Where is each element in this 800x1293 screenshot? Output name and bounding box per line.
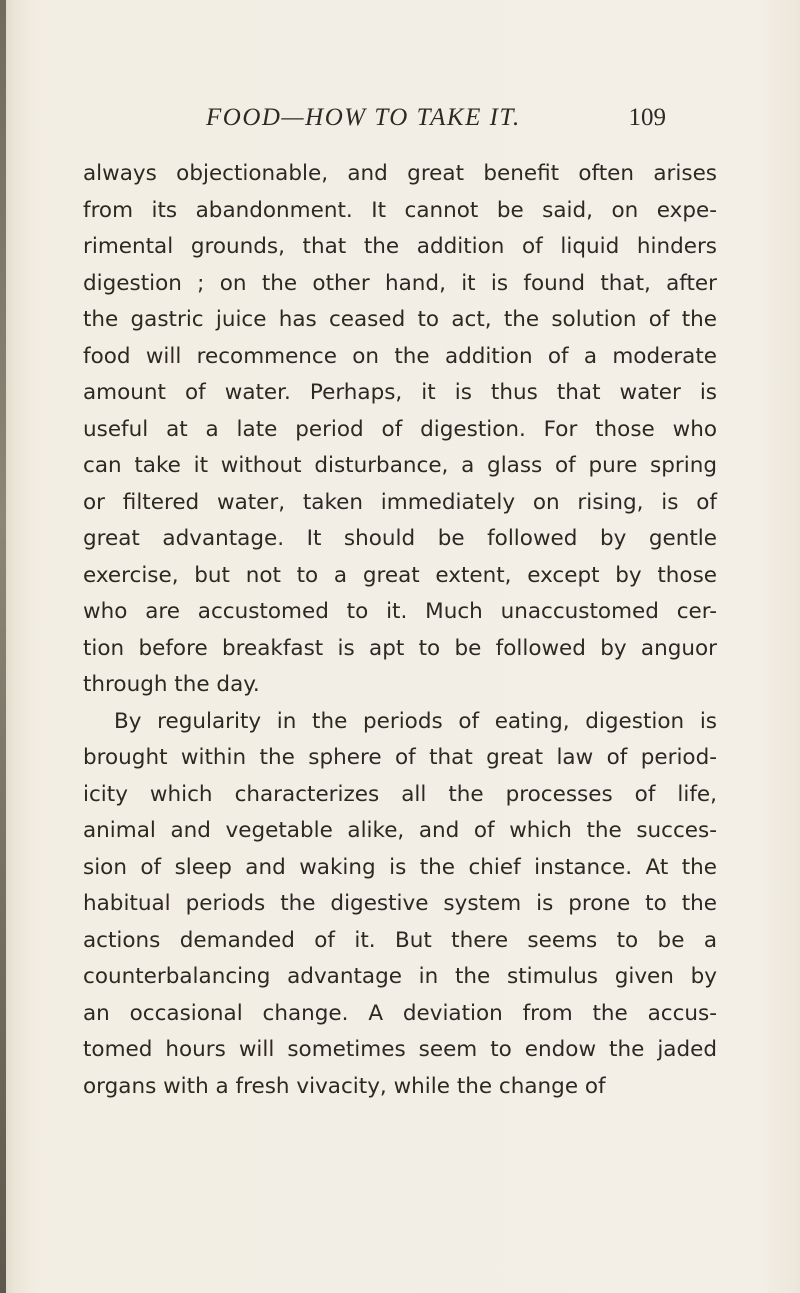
text-line: animal and vegetable alike, and of which the succes-: [83, 818, 717, 843]
page-header: [206, 104, 666, 144]
text-line: rimental grounds, that the addition of liquid hinders: [83, 234, 717, 259]
text-line: from its abandonment. It cannot be said, on expe-: [83, 197, 717, 223]
text-line: amount of water. Perhaps, it is thus that water is: [83, 380, 717, 405]
text-line: always objectionable, and great benefit often arises: [83, 161, 717, 186]
running-head: FOOD—HOW TO TAKE IT.: [206, 104, 521, 131]
text-line: an occasional change. A deviation from the accus-: [83, 1000, 717, 1026]
text-line: sion of sleep and waking is the chief instance. At the: [83, 854, 717, 880]
text-line: counterbalancing advantage in the stimulus given by: [83, 964, 717, 989]
text-line: actions demanded of it. But there seems to be a: [83, 927, 717, 953]
text-line: exercise, but not to a great extent, except by those: [83, 562, 717, 588]
text-line: great advantage. It should be followed by gentle: [83, 526, 717, 551]
text-line: organs with a fresh vivacity, while the change of: [83, 1073, 606, 1099]
text-line: or filtered water, taken immediately on rising, is of: [83, 489, 717, 515]
text-line: can take it without disturbance, a glass of pure spring: [83, 453, 717, 478]
text-line: the gastric juice has ceased to act, the solution of the: [83, 307, 717, 332]
text-line: through the day.: [83, 672, 260, 697]
text-line: tion before breakfast is apt to be followed by anguor: [83, 635, 717, 661]
text-line: who are accustomed to it. Much unaccustomed cer-: [83, 599, 717, 624]
text-line: habitual periods the digestive system is prone to the: [83, 891, 717, 916]
text-line: digestion ; on the other hand, it is found that, after: [83, 270, 717, 296]
body-text: [83, 156, 717, 1105]
text-line: icity which characterizes all the processes of life,: [83, 781, 717, 807]
text-line: By regularity in the periods of eating, digestion is: [114, 708, 717, 734]
text-line: brought within the sphere of that great law of period-: [83, 745, 717, 770]
text-line: tomed hours will sometimes seem to endow the jaded: [83, 1037, 717, 1062]
text-line: useful at a late period of digestion. For those who: [83, 416, 717, 442]
page-binding-edge: [0, 0, 6, 1293]
page-number: 109: [628, 104, 666, 131]
text-line: food will recommence on the addition of a moderate: [83, 343, 717, 369]
